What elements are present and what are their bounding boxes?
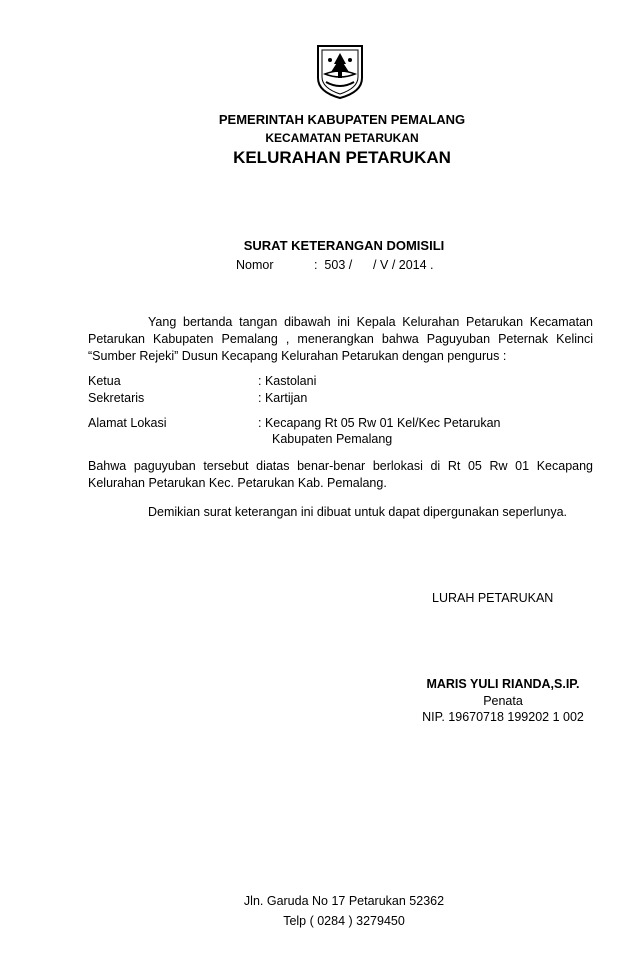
statement-paragraph: Bahwa paguyuban tersebut diatas benar-benar berlokasi di Rt 05 Rw 01 Kecapang Kelurahan Petarukan Kec. Petarukan Kab. Pemalang.	[88, 459, 593, 490]
header-district: KECAMATAN PETARUKAN	[265, 131, 419, 145]
regional-emblem-icon	[316, 44, 364, 100]
nomor-label: Nomor	[236, 258, 274, 272]
closing-sentence: Demikian surat keterangan ini dibuat untuk dapat dipergunakan seperlunya.	[148, 505, 568, 519]
intro-paragraph: Yang bertanda tangan dibawah ini Kepala Kelurahan Petarukan Kecamatan Petarukan Kabupaten Pemalang , menerangkan bahwa Paguyuban Peternak Kelinci “Sumber Rejeki” Dusun Kecapang Kelurahan Petarukan dengan pengurus :	[88, 315, 593, 363]
signature-rank: Penata	[483, 694, 523, 708]
field-label-alamat: Alamat Lokasi	[88, 416, 167, 430]
letter-title: SURAT KETERANGAN DOMISILI	[243, 238, 445, 253]
field-label-sekretaris: Sekretaris	[88, 391, 145, 405]
header-village: KELURAHAN PETARUKAN	[233, 148, 451, 167]
nomor-value: : 503 / / V / 2014 .	[314, 258, 434, 272]
field-label-ketua: Ketua	[88, 374, 121, 388]
header-government: PEMERINTAH KABUPATEN PEMALANG	[218, 112, 466, 127]
footer-phone: Telp ( 0284 ) 3279450	[283, 914, 405, 928]
signature-nip: NIP. 19670718 199202 1 002	[422, 710, 584, 724]
footer-address: Jln. Garuda No 17 Petarukan 52362	[243, 894, 445, 908]
field-value-alamat-line2: Kabupaten Pemalang	[272, 432, 393, 446]
letter-number	[236, 258, 434, 272]
signature-title: LURAH PETARUKAN	[432, 591, 554, 605]
signature-name: MARIS YULI RIANDA,S.IP.	[426, 677, 580, 691]
field-value-alamat: : Kecapang Rt 05 Rw 01 Kel/Kec Petarukan	[258, 416, 501, 430]
field-value-ketua: : Kastolani	[258, 374, 317, 388]
field-value-sekretaris: : Kartijan	[258, 391, 308, 405]
